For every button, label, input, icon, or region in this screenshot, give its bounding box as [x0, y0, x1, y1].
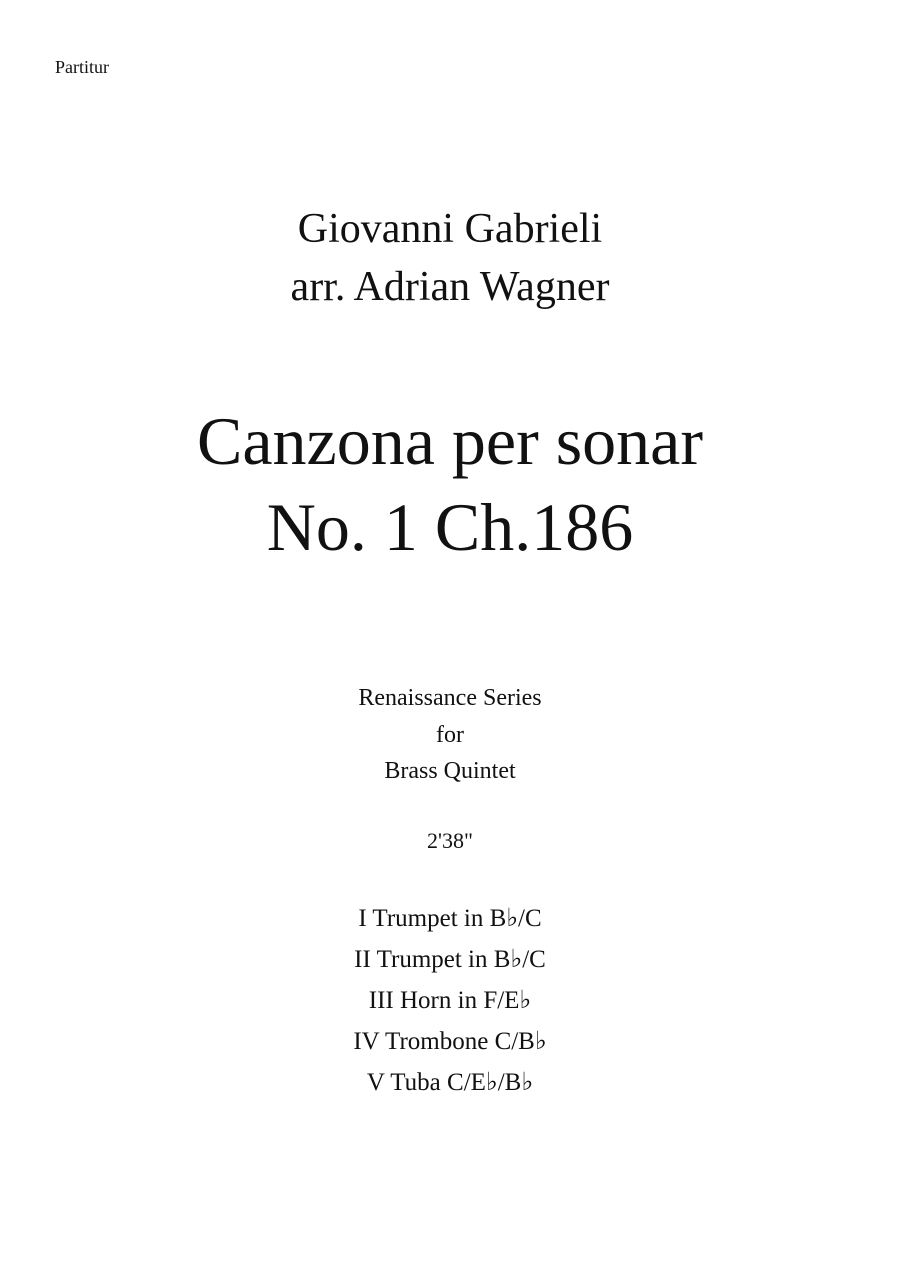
arranger-name: arr. Adrian Wagner	[290, 264, 610, 310]
series-info	[0, 680, 900, 790]
composer-block	[0, 200, 900, 316]
composer-name: Giovanni Gabrieli	[297, 206, 603, 252]
instrument-item: V Tuba C/E♭/B♭	[366, 1069, 534, 1096]
duration: 2'38"	[427, 828, 473, 853]
title-line-1: Canzona per sonar	[196, 403, 703, 479]
series-for: for	[436, 721, 464, 748]
score-type-label: Partitur	[55, 57, 109, 77]
instrument-item: I Trumpet in B♭/C	[358, 905, 542, 932]
piece-title	[0, 398, 900, 570]
instrument-item: IV Trombone C/B♭	[353, 1028, 547, 1055]
instrument-item: III Horn in F/E♭	[368, 987, 532, 1014]
series-name: Renaissance Series	[358, 685, 542, 711]
title-line-2: No. 1 Ch.186	[266, 489, 634, 565]
instrument-item: II Trumpet in B♭/C	[354, 946, 546, 973]
instrument-list	[0, 898, 900, 1103]
ensemble-name: Brass Quintet	[384, 758, 516, 784]
